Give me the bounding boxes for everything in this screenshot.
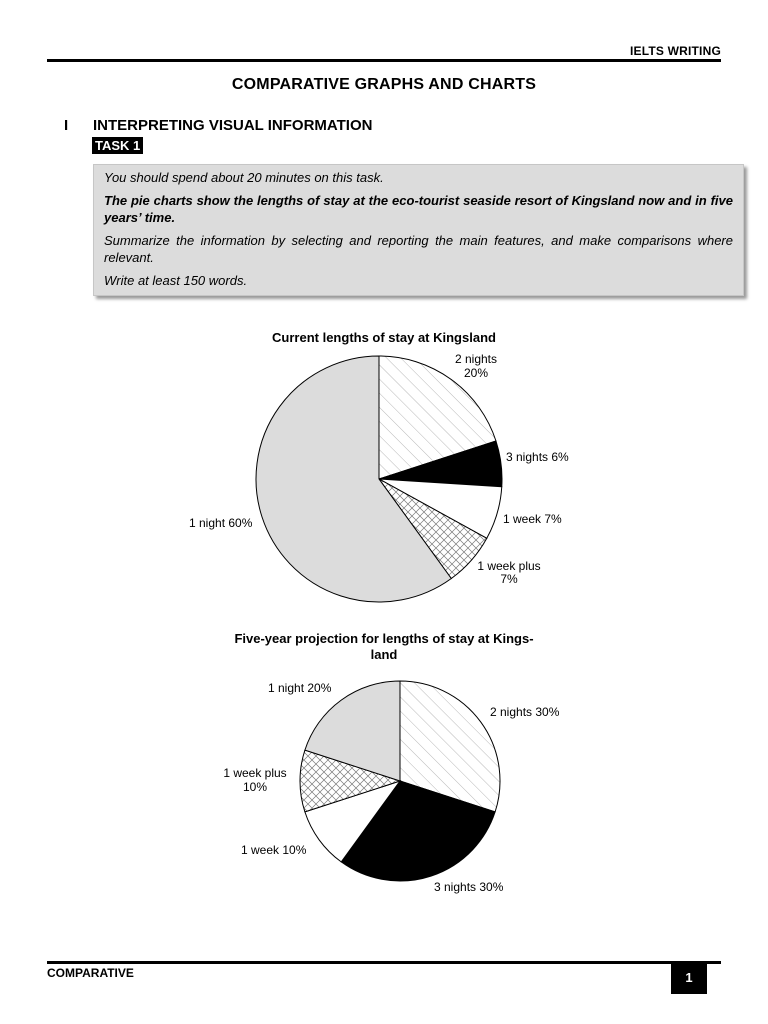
- document-title: COMPARATIVE GRAPHS AND CHARTS: [231, 76, 537, 93]
- section-title: INTERPRETING VISUAL INFORMATION: [93, 117, 373, 134]
- chart-title-projection-line1: Five-year projection for lengths of stay at Kings-: [234, 631, 534, 646]
- label-current-1-week: 1 week 7%: [503, 512, 562, 526]
- label-projection-1-week-plus-pct: 10%: [242, 780, 268, 794]
- pie-projection-slices: [300, 681, 500, 881]
- footer-label: COMPARATIVE: [47, 966, 134, 980]
- label-current-3-nights: 3 nights 6%: [506, 450, 569, 464]
- task-instructions-box: [93, 164, 744, 296]
- label-projection-1-week-plus: 1 week plus: [223, 766, 287, 780]
- page-number: 1: [671, 961, 707, 994]
- pie-chart-current: [0, 340, 768, 610]
- label-current-2-nights: 2 nights: [454, 352, 498, 366]
- section-number: I: [64, 117, 69, 134]
- running-header: IELTS WRITING: [629, 44, 721, 58]
- pie-chart-projection: [0, 670, 768, 900]
- pie-current-slices: [256, 356, 502, 602]
- task-time-instruction: You should spend about 20 minutes on this task.: [104, 170, 384, 185]
- task-summary-instruction: Summarize the information by selecting and reporting the main features, and make comparisons where relevant.: [104, 233, 733, 265]
- task-word-count: Write at least 150 words.: [104, 273, 248, 288]
- header-rule: [47, 59, 721, 62]
- label-projection-2-nights: 2 nights 30%: [490, 705, 560, 719]
- task-badge: TASK 1: [92, 137, 143, 154]
- chart-title-projection: [0, 631, 768, 663]
- label-current-1-week-plus: 1 week plus: [477, 559, 541, 573]
- chart-title-current: Current lengths of stay at Kingsland: [272, 330, 496, 345]
- task-prompt: The pie charts show the lengths of stay at the eco-tourist seaside resort of Kingsland now and in five years’ time.: [104, 193, 733, 225]
- label-projection-1-night: 1 night 20%: [268, 681, 332, 695]
- label-current-1-night: 1 night 60%: [189, 516, 253, 530]
- label-projection-1-week: 1 week 10%: [241, 843, 307, 857]
- label-current-1-week-plus-pct: 7%: [500, 572, 518, 586]
- chart-title-projection-line2: land: [370, 647, 398, 662]
- label-projection-3-nights: 3 nights 30%: [434, 880, 504, 894]
- footer-rule: [47, 961, 721, 964]
- label-current-2-nights-pct: 20%: [463, 366, 489, 380]
